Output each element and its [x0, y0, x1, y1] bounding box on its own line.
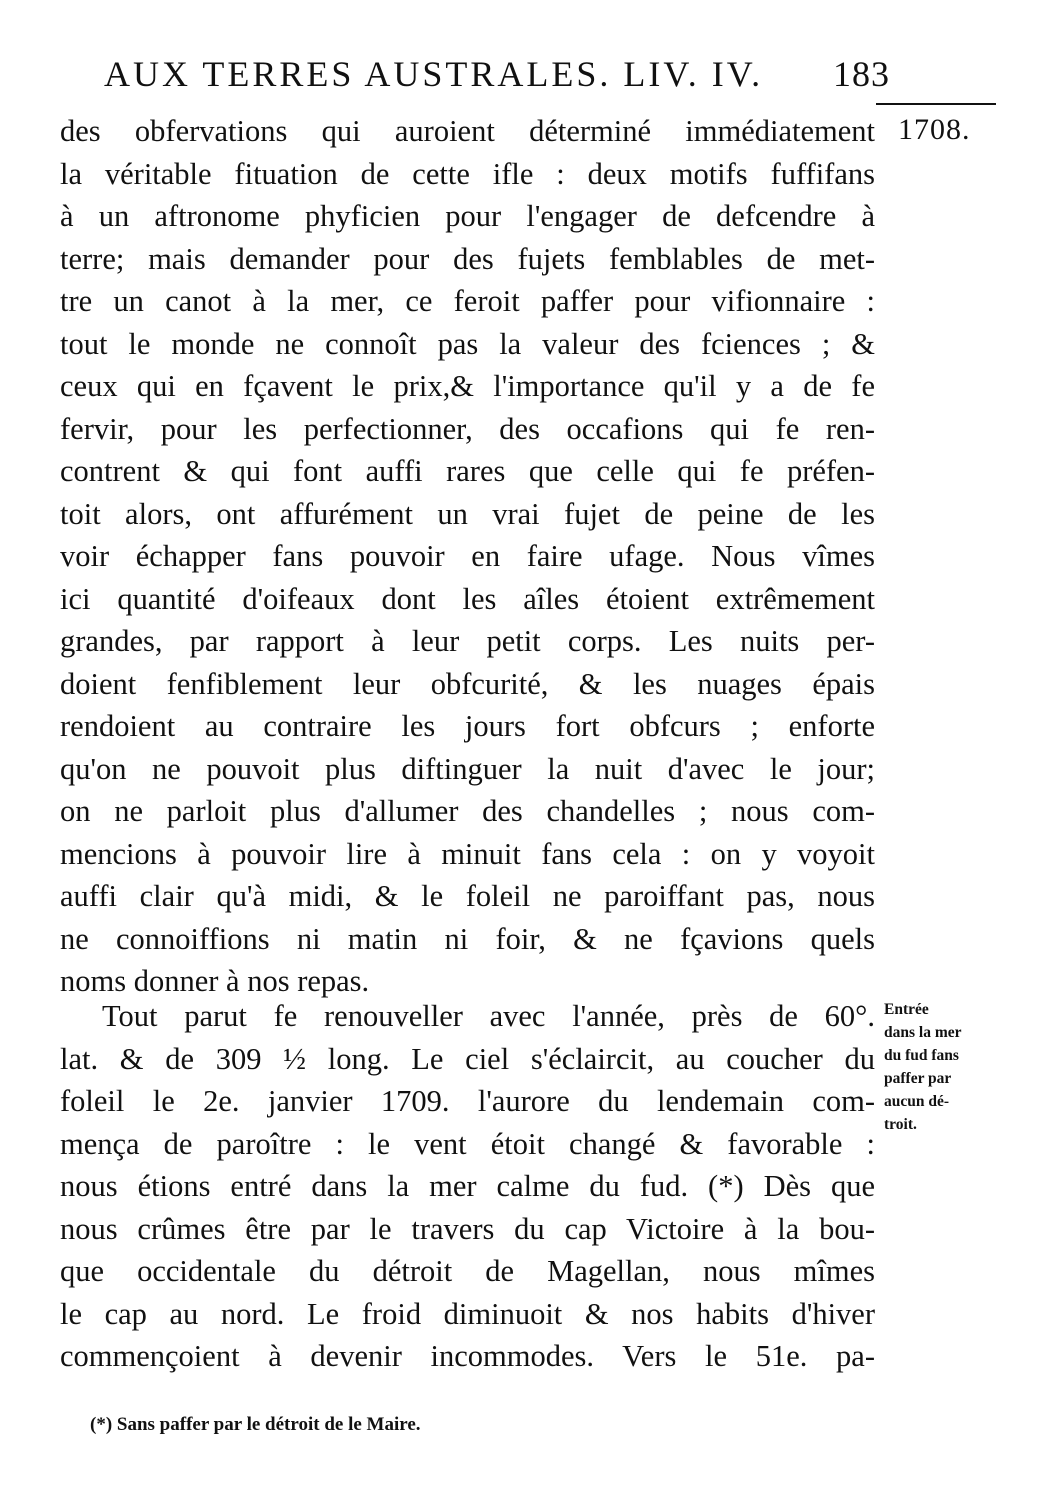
margin-note [884, 998, 1006, 1136]
text-line: commençoient à devenir incommodes. Vers le 51e. pa- [60, 1339, 875, 1373]
text-line: grandes, par rapport à leur petit corps. Les nuits per- [60, 624, 875, 658]
text-line: toit alors, ont affurément un vrai fujet de peine de les [60, 496, 875, 531]
margin-note-line: Entrée [884, 1001, 929, 1018]
text-line: contrent & qui font auffi rares que celle qui fe préfen- [60, 454, 875, 488]
paragraph-1 [60, 110, 875, 1003]
text-line: noms donner à nos repas. [60, 964, 370, 998]
text-line: ici quantité d'oifeaux dont les aîles étoient extrêmement [60, 581, 875, 616]
margin-year: 1708. [898, 113, 971, 146]
text-line: ne connoiffions ni matin ni foir, & ne fçavions quels [60, 921, 875, 956]
text-line: mencions à pouvoir lire à minuit fans cela : on y voyoit [60, 836, 875, 871]
text-line: Tout parut fe renouveller avec l'année, près de 60°. [102, 999, 875, 1033]
text-line: le cap au nord. Le froid diminuoit & nos habits d'hiver [60, 1296, 875, 1331]
page-number: 183 [833, 54, 890, 94]
text-line: lat. & de 309 ½ long. Le ciel s'éclaircit, au coucher du [60, 1041, 875, 1076]
text-line: nous étions entré dans la mer calme du fud. (*) Dès que [60, 1169, 875, 1203]
text-line: terre; mais demander pour des fujets femblables de met- [60, 241, 875, 276]
text-line: qu'on ne pouvoit plus diftinguer la nuit d'avec le jour; [60, 751, 875, 786]
running-head [104, 52, 890, 96]
text-line: des obfervations qui auroient déterminé immédiatement [60, 114, 875, 148]
margin-note-line: aucun dé- [884, 1093, 950, 1110]
margin-note-line: dans la mer [884, 1024, 962, 1041]
running-title: AUX TERRES AUSTRALES. LIV. IV. [104, 54, 764, 94]
margin-note-line: du fud fans [884, 1047, 959, 1064]
margin-note-line: troit. [884, 1116, 917, 1133]
paragraph-2 [60, 995, 875, 1378]
text-line: à un aftronome phyficien pour l'engager de defcendre à [60, 199, 875, 233]
text-line: mença de paroître : le vent étoit changé & favorable : [60, 1126, 875, 1161]
text-line: voir échapper fans pouvoir en faire ufage. Nous vîmes [60, 539, 875, 573]
text-line: fervir, pour les perfectionner, des occafions qui fe ren- [60, 411, 875, 446]
text-line: on ne parloit plus d'allumer des chandelles ; nous com- [60, 794, 875, 828]
text-line: tout le monde ne connoît pas la valeur des fciences ; & [60, 326, 875, 361]
text-line: auffi clair qu'à midi, & le foleil ne paroiffant pas, nous [60, 879, 875, 913]
text-line: foleil le 2e. janvier 1709. l'aurore du lendemain com- [60, 1084, 875, 1118]
text-line: rendoient au contraire les jours fort obfcurs ; enforte [60, 709, 875, 743]
text-line: nous crûmes être par le travers du cap Victoire à la bou- [60, 1211, 875, 1246]
footnote: (*) Sans paffer par le détroit de le Maire. [90, 1414, 421, 1435]
text-line: ceux qui en fçavent le prix,& l'importance qu'il y a de fe [60, 369, 875, 403]
text-line: que occidentale du détroit de Magellan, nous mîmes [60, 1254, 875, 1288]
text-line: doient fenfiblement leur obfcurité, & les nuages épais [60, 666, 875, 701]
text-line: la véritable fituation de cette ifle : deux motifs fuffifans [60, 156, 875, 191]
text-line: tre un canot à la mer, ce feroit paffer pour vifionnaire : [60, 284, 875, 318]
margin-rule [876, 103, 996, 105]
margin-note-line: paffer par [884, 1070, 952, 1087]
